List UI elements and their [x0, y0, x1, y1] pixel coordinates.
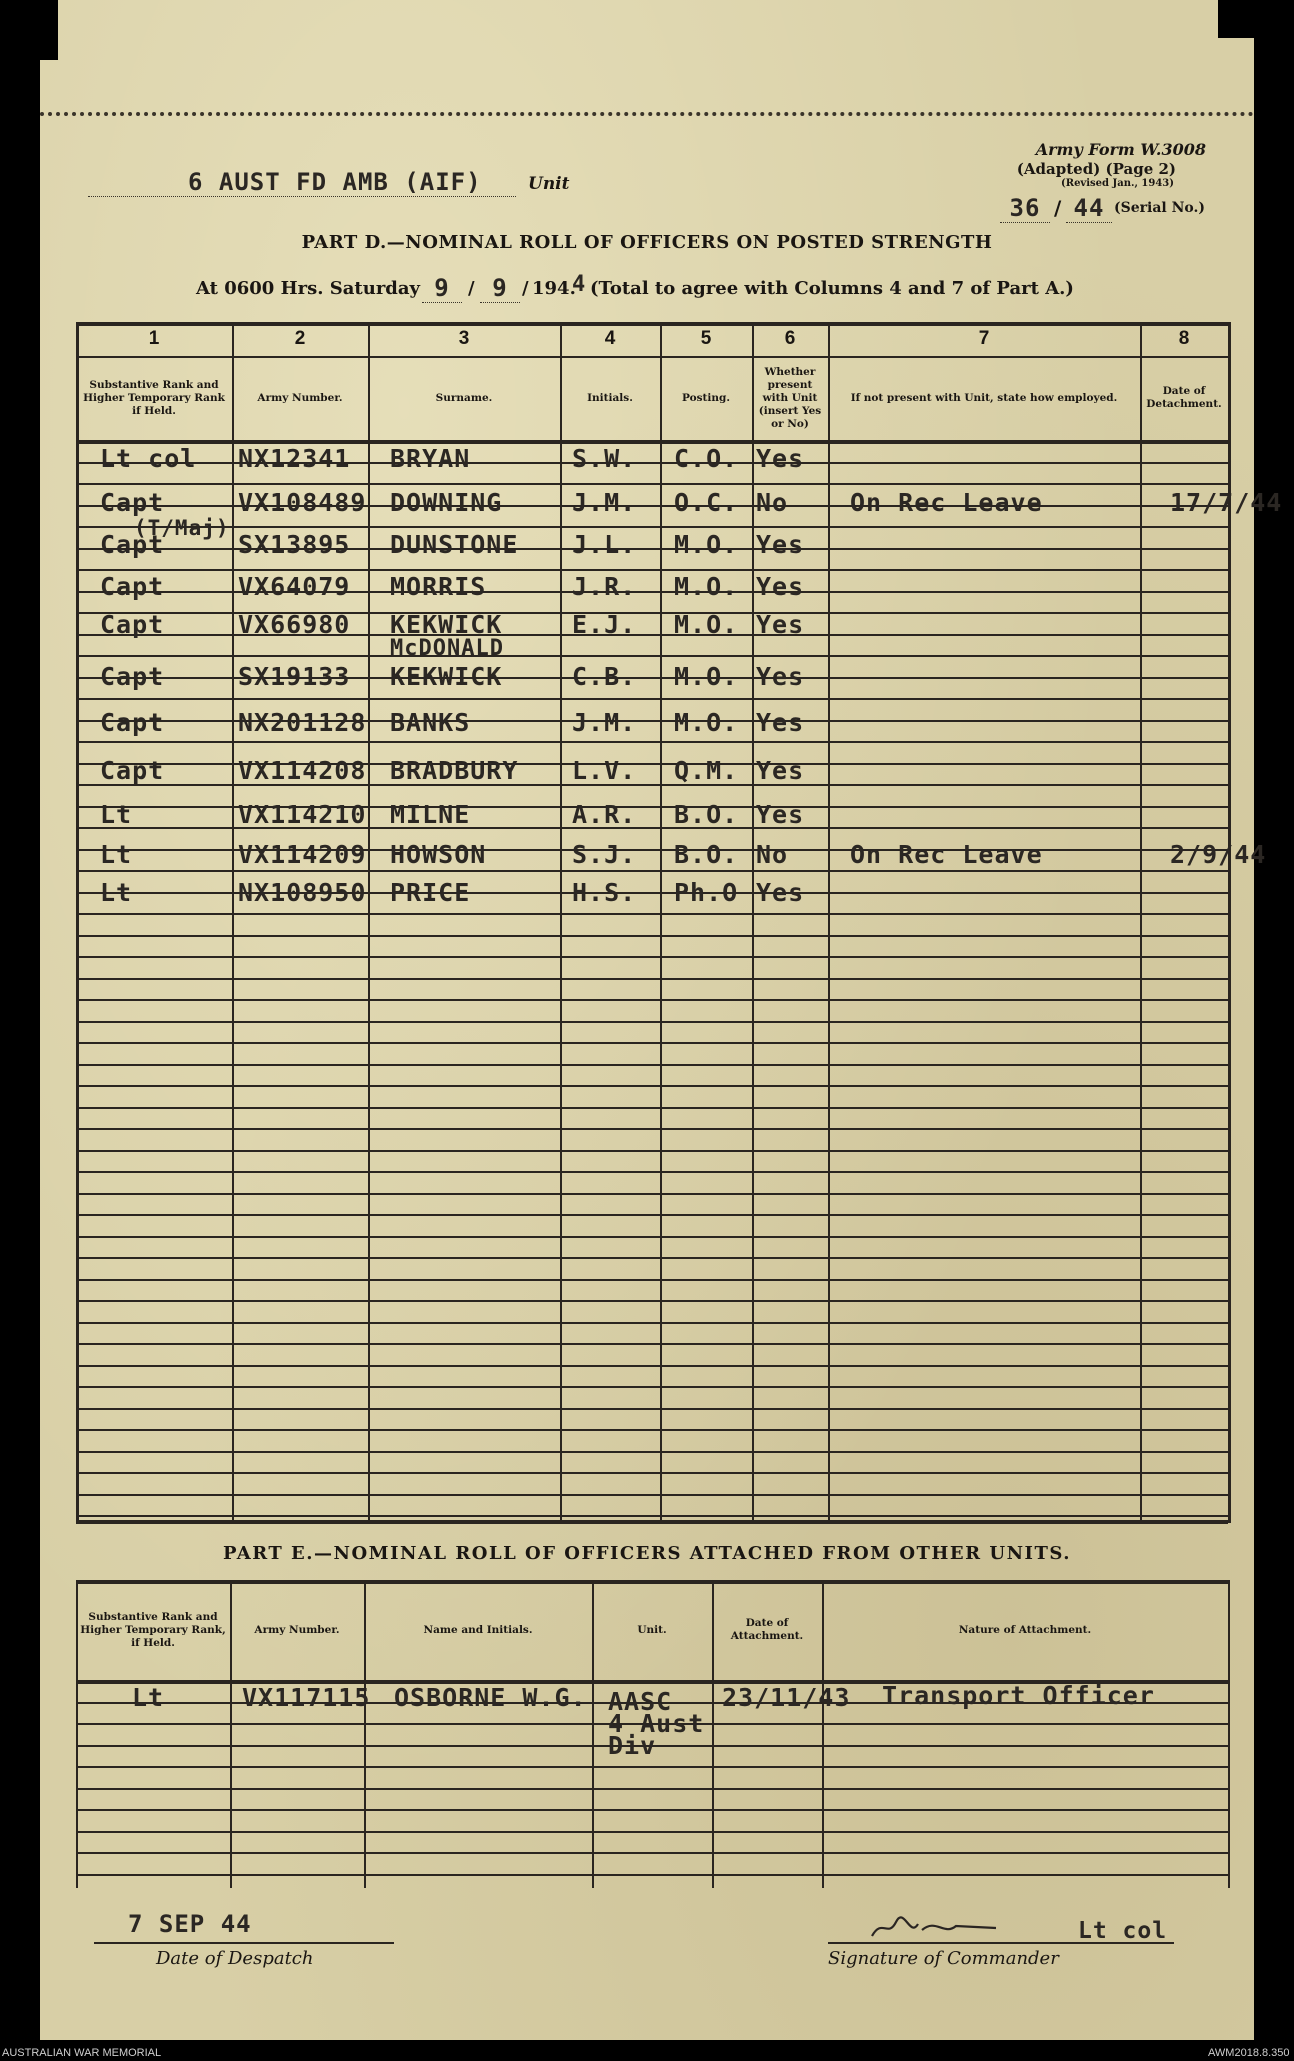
column-header: Nature of Attachment.: [958, 1623, 1092, 1636]
table-cell: S.W.: [572, 444, 637, 473]
column-header: Name and Initials.: [423, 1623, 533, 1636]
table-rule: [76, 698, 1228, 700]
table-rule: [76, 1494, 1228, 1496]
table-rule: [76, 978, 1228, 980]
table-column-divider: [364, 1580, 366, 1888]
table-cell: B.O.: [674, 840, 739, 869]
table-border-top: [76, 1580, 1228, 1584]
column-header: Army Number.: [257, 391, 343, 404]
table-rule: [76, 1107, 1228, 1109]
table-cell: VX114209: [238, 840, 367, 869]
table-cell: Yes: [756, 878, 805, 907]
table-cell: Lt: [132, 1683, 165, 1712]
table-cell: M.O.: [674, 662, 739, 691]
table-cell: No: [756, 840, 789, 869]
table-rule: [76, 935, 1228, 937]
column-header: Date of Attachment.: [730, 1617, 804, 1642]
table-cell: BANKS: [390, 708, 471, 737]
table-rule: [76, 1831, 1228, 1833]
part-d-title: PART D.—NOMINAL ROLL OF OFFICERS ON POSTED STRENGTH: [301, 232, 993, 253]
table-rule: [76, 1193, 1228, 1195]
table-rule: [76, 1214, 1228, 1216]
table-cell: Lt: [100, 878, 133, 907]
column-number: 8: [1178, 328, 1190, 349]
table-rule: [76, 1365, 1228, 1367]
table-cell: KEKWICK: [390, 610, 503, 639]
date-year-digit: 4: [572, 272, 587, 297]
table-rule: [76, 526, 1228, 528]
table-cell: Lt: [100, 800, 133, 829]
table-cell: Div: [608, 1731, 657, 1760]
form-title: Army Form W.3008: [1035, 140, 1206, 159]
table-cell: Yes: [756, 800, 805, 829]
table-cell: O.C.: [674, 488, 739, 517]
column-header: Substantive Rank and Higher Temporary Rank if Held.: [83, 378, 225, 417]
table-rule: [76, 483, 1228, 485]
table-cell: Yes: [756, 756, 805, 785]
table-rule: [76, 1257, 1228, 1259]
table-cell: J.M.: [572, 488, 637, 517]
table-cell: PRICE: [390, 878, 471, 907]
table-column-divider: [660, 322, 662, 1523]
table-column-divider: [230, 1580, 232, 1888]
signature-mark: [866, 1908, 1006, 1944]
table-column-divider: [712, 1580, 714, 1888]
table-cell: Capt: [100, 488, 165, 517]
torn-corner: [1218, 0, 1254, 38]
table-cell: VX108489: [238, 488, 367, 517]
date-day: 9: [422, 274, 462, 303]
table-rule: [76, 1451, 1228, 1453]
table-column-divider: [752, 322, 754, 1523]
table-cell: SX13895: [238, 530, 351, 559]
table-border-top: [76, 322, 1228, 326]
table-cell: C.O.: [674, 444, 739, 473]
part-d-date-line: At 0600 Hrs. Saturday 9 / 9 / 194. 4 (Total to agree with Columns 4 and 7 of Part A.): [196, 272, 1074, 302]
column-header: Whether present with Unit (insert Yes or No): [758, 365, 822, 430]
table-cell: Capt: [100, 530, 165, 559]
table-rule: [76, 1128, 1228, 1130]
table-cell: HOWSON: [390, 840, 487, 869]
table-column-divider: [368, 322, 370, 1523]
table-cell: Yes: [756, 530, 805, 559]
table-column-divider: [1228, 1580, 1230, 1888]
column-header: Posting.: [682, 391, 730, 404]
table-cell: VX114208: [238, 756, 367, 785]
table-cell: Yes: [756, 662, 805, 691]
table-rule: [76, 870, 1228, 872]
table-cell: KEKWICK: [390, 662, 503, 691]
table-cell: OSBORNE W.G.: [394, 1683, 587, 1712]
signature-label: Signature of Commander: [828, 1948, 1059, 1969]
table-rule: [76, 1809, 1228, 1811]
column-number: 5: [700, 328, 712, 349]
table-cell: VX117115: [242, 1683, 371, 1712]
column-header: Surname.: [435, 391, 493, 404]
table-rule: [76, 655, 1228, 657]
table-cell: A.R.: [572, 800, 637, 829]
table-rule: [76, 1150, 1228, 1152]
table-cell: M.O.: [674, 610, 739, 639]
commander-rank: Lt col: [1078, 1918, 1168, 1944]
table-rule: [76, 1429, 1228, 1431]
table-cell: Q.M.: [674, 756, 739, 785]
form-revised: (Revised Jan., 1943): [1061, 178, 1174, 189]
form-adapted: (Adapted) (Page 2): [1016, 160, 1176, 178]
table-cell: M.O.: [674, 530, 739, 559]
column-header: Unit.: [637, 1623, 667, 1636]
table-cell: Ph.O: [674, 878, 739, 907]
unit-value: 6 AUST FD AMB (AIF): [88, 168, 516, 197]
despatch-value: 7 SEP 44: [128, 1910, 252, 1938]
table-rule: [76, 1874, 1228, 1876]
time-suffix: (Total to agree with Columns 4 and 7 of Part A.): [590, 278, 1074, 299]
table-cell: Yes: [756, 708, 805, 737]
part-e-title: PART E.—NOMINAL ROLL OF OFFICERS ATTACHED FROM OTHER UNITS.: [223, 1543, 1071, 1564]
table-rule: [76, 913, 1228, 915]
table-rule: [76, 1852, 1228, 1854]
serial-label: (Serial No.): [1114, 200, 1205, 216]
table-rule: [76, 999, 1228, 1001]
perforation-line: [40, 112, 1254, 116]
table-rule: [76, 569, 1228, 571]
table-cell: BRADBURY: [390, 756, 519, 785]
table-cell: Yes: [756, 610, 805, 639]
table-cell: 17/7/44: [1170, 488, 1283, 517]
table-cell: VX66980: [238, 610, 351, 639]
table-cell: Yes: [756, 572, 805, 601]
serial-value: 36: [1000, 194, 1050, 223]
table-rule: [76, 1236, 1228, 1238]
table-column-divider: [822, 1580, 824, 1888]
table-cell: BRYAN: [390, 444, 471, 473]
table-cell: B.O.: [674, 800, 739, 829]
table-cell: S.J.: [572, 840, 637, 869]
date-year-prefix: 194.: [532, 278, 576, 299]
table-cell: MORRIS: [390, 572, 487, 601]
table-cell: J.R.: [572, 572, 637, 601]
table-column-divider: [592, 1580, 594, 1888]
unit-line: [88, 168, 588, 200]
table-rule: [76, 741, 1228, 743]
table-rule: [76, 1085, 1228, 1087]
signature-field: [828, 1908, 1174, 1944]
torn-corner: [40, 0, 58, 60]
table-cell: E.J.: [572, 610, 637, 639]
table-rule: [76, 1279, 1228, 1281]
unit-label: Unit: [528, 174, 570, 194]
table-cell: Capt: [100, 708, 165, 737]
table-cell: DUNSTONE: [390, 530, 519, 559]
column-header: Initials.: [587, 391, 633, 404]
table-rule: [76, 1042, 1228, 1044]
column-number: 4: [604, 328, 616, 349]
table-cell: Capt: [100, 610, 165, 639]
table-cell: No: [756, 488, 789, 517]
table-cell: C.B.: [572, 662, 637, 691]
date-month: 9: [480, 274, 520, 303]
table-border-bottom: [76, 1520, 1228, 1524]
table-cell: Capt: [100, 756, 165, 785]
table-rule: [76, 1386, 1228, 1388]
table-rule: [76, 1064, 1228, 1066]
table-cell: NX108950: [238, 878, 367, 907]
table-column-divider: [76, 1580, 78, 1888]
table-cell: SX19133: [238, 662, 351, 691]
table-cell: Capt: [100, 662, 165, 691]
table-cell: Capt: [100, 572, 165, 601]
table-cell: 23/11/43: [722, 1683, 851, 1712]
time-prefix: At 0600 Hrs. Saturday: [196, 278, 421, 299]
table-rule: [76, 956, 1228, 958]
column-header: Substantive Rank and Higher Temporary Rank, if Held.: [80, 1610, 226, 1649]
column-header: Army Number.: [254, 1623, 340, 1636]
table-cell: On Rec Leave: [850, 488, 1043, 517]
table-cell: Transport Officer: [882, 1681, 1155, 1710]
table-rule: [76, 1021, 1228, 1023]
table-column-divider: [828, 322, 830, 1523]
column-number: 7: [978, 328, 990, 349]
table-cell: DOWNING: [390, 488, 503, 517]
table-cell: Lt col: [100, 444, 197, 473]
table-cell: McDONALD: [390, 636, 504, 661]
table-rule: [76, 1322, 1228, 1324]
column-number: 1: [148, 328, 160, 349]
despatch-label: Date of Despatch: [156, 1948, 314, 1969]
table-cell: VX64079: [238, 572, 351, 601]
table-cell: H.S.: [572, 878, 637, 907]
table-rule: [76, 1343, 1228, 1345]
table-cell: On Rec Leave: [850, 840, 1043, 869]
table-cell: Yes: [756, 444, 805, 473]
column-header: Date of Detachment.: [1146, 385, 1222, 410]
table-rule: [76, 1171, 1228, 1173]
serial-sep: /: [1054, 196, 1062, 220]
despatch-field: [94, 1908, 394, 1944]
table-column-divider: [560, 322, 562, 1523]
table-header-divider: [76, 356, 1228, 358]
table-cell: MILNE: [390, 800, 471, 829]
table-cell: AASC: [608, 1687, 673, 1716]
column-header: If not present with Unit, state how employed.: [850, 391, 1118, 404]
table-column-divider: [1140, 322, 1142, 1523]
table-cell: M.O.: [674, 708, 739, 737]
table-cell: NX201128: [238, 708, 367, 737]
table-rule: [76, 1766, 1228, 1768]
column-number: 6: [784, 328, 796, 349]
table-rule: [76, 1408, 1228, 1410]
column-number: 3: [458, 328, 470, 349]
table-cell: L.V.: [572, 756, 637, 785]
table-rule: [76, 1788, 1228, 1790]
rank-note: (T/Maj): [134, 516, 230, 540]
table-rule: [76, 1515, 1228, 1517]
caption-left: AUSTRALIAN WAR MEMORIAL: [2, 2047, 162, 2059]
table-cell: 4 Aust: [608, 1709, 705, 1738]
table-cell: J.L.: [572, 530, 637, 559]
table-cell: VX114210: [238, 800, 367, 829]
serial-number: [1000, 194, 1212, 224]
table-column-divider: [232, 322, 234, 1523]
table-rule: [76, 1472, 1228, 1474]
table-rule: [76, 1300, 1228, 1302]
column-number: 2: [294, 328, 306, 349]
table-cell: 2/9/44: [1170, 840, 1267, 869]
table-cell: Lt: [100, 840, 133, 869]
table-cell: NX12341: [238, 444, 351, 473]
table-cell: M.O.: [674, 572, 739, 601]
caption-right: AWM2018.8.350: [1208, 2047, 1290, 2059]
table-cell: J.M.: [572, 708, 637, 737]
table-column-divider: [76, 322, 79, 1523]
serial-year: 44: [1066, 194, 1112, 223]
